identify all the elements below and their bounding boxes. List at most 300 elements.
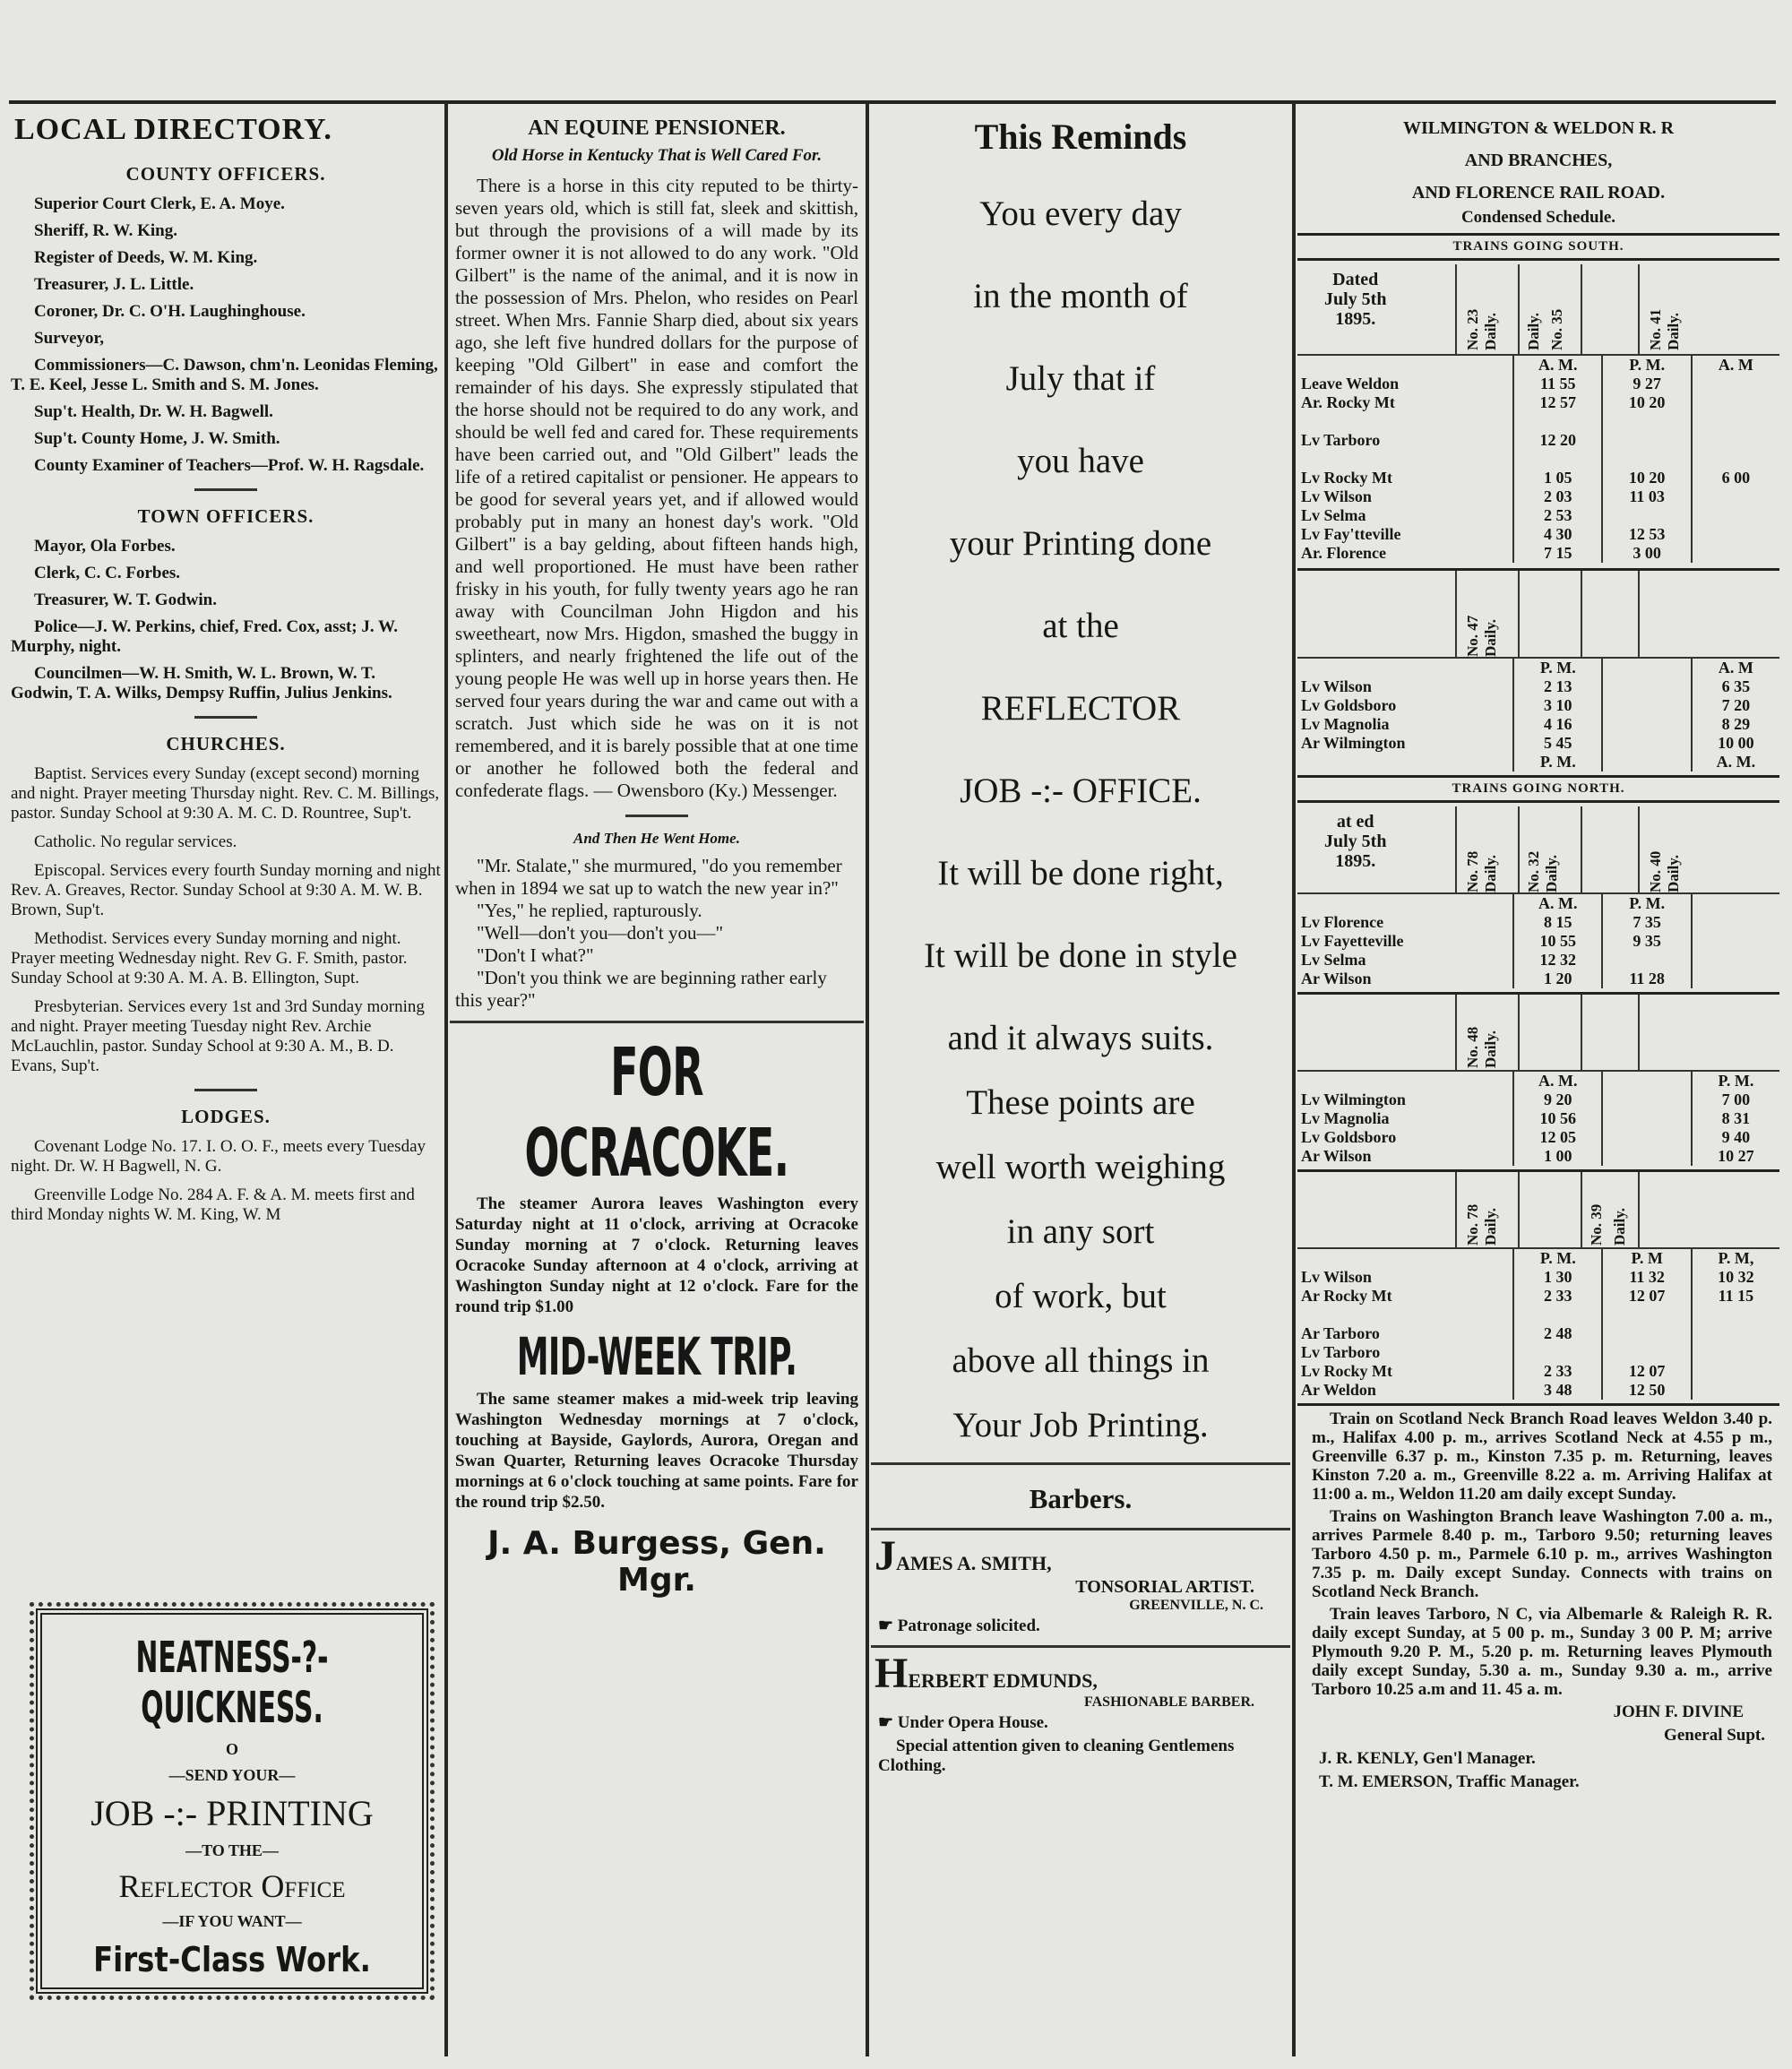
time-cell	[1692, 450, 1779, 469]
time-cell: 10 20	[1602, 393, 1691, 412]
time-cell: 9 40	[1692, 1128, 1779, 1147]
time-cell: 7 20	[1692, 696, 1779, 715]
county-officer: Commissioners—C. Dawson, chm'n. Leonidas Fleming, T. E. Keel, Jesse L. Smith and S. M. Jones.	[11, 356, 438, 394]
header-rule	[1638, 806, 1640, 892]
south-head: No. 23 Daily.	[1464, 308, 1499, 350]
time-cell: 1 00	[1513, 1147, 1602, 1166]
timetable-row	[1297, 1306, 1779, 1324]
station-cell	[1297, 356, 1513, 375]
time-cell: 4 16	[1513, 715, 1602, 734]
time-cell	[1692, 951, 1779, 970]
time-cell: 8 15	[1513, 913, 1602, 932]
station-cell: Ar Tarboro	[1301, 1324, 1380, 1342]
station-cell: Lv Goldsboro	[1301, 1128, 1397, 1146]
barber-edmunds-initial: H	[874, 1650, 909, 1697]
dialog-line: "Don't I what?"	[477, 944, 594, 966]
signature-kenly: J. R. KENLY, Gen'l Manager.	[1319, 1749, 1536, 1768]
time-cell	[1513, 412, 1602, 431]
reminds-line: in any sort	[1006, 1212, 1155, 1251]
station-cell: Ar Wilmington	[1301, 734, 1406, 752]
header-rule	[1518, 571, 1520, 657]
time-cell: 12 57	[1513, 393, 1602, 412]
reminds-line: These points are	[966, 1083, 1195, 1122]
time-cell: P. M.	[1513, 659, 1602, 677]
header-rule	[1518, 264, 1520, 354]
station-cell	[1297, 450, 1513, 469]
time-cell: P. M.	[1602, 894, 1691, 913]
reminds-line: JOB -:- OFFICE.	[960, 772, 1202, 810]
time-cell: 12 53	[1602, 525, 1691, 544]
time-cell: 2 03	[1513, 487, 1602, 506]
time-cell	[1692, 431, 1779, 450]
barber-edmunds-title: FASHIONABLE BARBER.	[1084, 1694, 1254, 1710]
time-cell: 1 30	[1513, 1268, 1602, 1287]
header-rule	[1581, 264, 1582, 354]
header-rule	[1518, 806, 1520, 892]
trains-south-band: TRAINS GOING SOUTH.	[1297, 233, 1779, 261]
station-cell	[1297, 1306, 1513, 1324]
ad-ornament: O	[225, 1740, 238, 1758]
timetable-row	[1297, 412, 1779, 431]
south2-header	[1297, 568, 1779, 659]
barber-smith-place: GREENVILLE, N. C.	[1129, 1598, 1263, 1613]
time-cell: 2 33	[1513, 1362, 1602, 1381]
time-cell	[1602, 696, 1691, 715]
equine-subtitle: Old Horse in Kentucky That is Well Cared For.	[491, 146, 823, 165]
ad-job-printing: JOB -:- PRINTING	[90, 1793, 374, 1833]
timetable-row	[1297, 469, 1779, 487]
time-cell: P. M.	[1602, 356, 1691, 375]
time-cell: 11 15	[1692, 1287, 1779, 1306]
church-entry: Catholic. No regular services.	[34, 832, 237, 851]
timetable-row	[1297, 913, 1779, 932]
timetable-row	[1297, 696, 1779, 715]
barber-smith-rest: AMES A. SMITH,	[896, 1552, 1052, 1574]
time-cell: P. M,	[1692, 1249, 1779, 1268]
railroad-note: Train leaves Tarboro, N C, via Albemarle & Raleigh R. R. daily except Sunday, at 5 00 p. m., Sunday 3 00 P. M; arrive Plymouth 9.20 P. M., 5.20 p. m. Returning leaves Plymouth daily except Sunday, 5.30 a. m., Sunday 9.30 a. m., arrive Tarboro 10.25 a.m and 11. 45 a. m.	[1312, 1605, 1772, 1699]
time-cell: 3 48	[1513, 1381, 1602, 1400]
lodges-title: LODGES.	[181, 1106, 271, 1127]
time-cell	[1602, 753, 1691, 772]
time-cell: 7 00	[1692, 1091, 1779, 1109]
railroad-title-3: AND FLORENCE RAIL ROAD.	[1411, 183, 1666, 203]
time-cell: P. M.	[1513, 753, 1602, 772]
general-manager: J. A. Burgess, Gen. Mgr.	[487, 1525, 826, 1599]
timetable-row	[1297, 1072, 1779, 1091]
ad-send-line: —SEND YOUR—	[168, 1766, 296, 1784]
ocracoke-title: FOR OCRACOKE.	[524, 1034, 789, 1192]
time-cell	[1602, 431, 1691, 450]
station-cell: Lv Tarboro	[1301, 1343, 1381, 1361]
midweek-text: The same steamer makes a mid-week trip leaving Washington Wednesday mornings at 7 o'clock, touching at Bayside, Gaylords, Aurora, Oregan and Swan Quarter, Returning leaves Ocracoke Thursday mornings at 6 o'clock touching at same points. Fare for the round trip $2.50.	[455, 1390, 858, 1512]
station-cell: Lv Rocky Mt	[1301, 1362, 1392, 1380]
churches-title: CHURCHES.	[166, 733, 286, 754]
timetable-row	[1297, 1362, 1779, 1381]
county-officer: Sup't. County Home, J. W. Smith.	[34, 429, 280, 448]
railroad-title-2: AND BRANCHES,	[1464, 151, 1613, 170]
time-cell	[1602, 412, 1691, 431]
timetable-row	[1297, 753, 1779, 772]
station-cell: Lv Florence	[1301, 913, 1384, 931]
timetable-row	[1297, 1324, 1779, 1343]
reminds-line: July that if	[1005, 359, 1156, 398]
station-cell: Ar Rocky Mt	[1301, 1287, 1392, 1305]
station-cell	[1297, 659, 1513, 677]
church-entry: Presbyterian. Services every 1st and 3rd Sunday morning and night. Prayer meeting Tuesday night Rev. Archie McLauchlin, pastor. Sunday School at 9:30 A. M., B. D. Evans, Sup't.	[11, 997, 425, 1075]
timetable-row	[1297, 356, 1779, 375]
barber-smith-name	[874, 1532, 1290, 1580]
timetable-row	[1297, 506, 1779, 525]
town-officers-title: TOWN OFFICERS.	[137, 505, 314, 527]
station-cell: Lv Wilson	[1301, 1268, 1372, 1286]
time-cell	[1513, 1306, 1602, 1324]
went-home-title: And Then He Went Home.	[573, 830, 740, 847]
county-officer: Coroner, Dr. C. O'H. Laughinghouse.	[34, 302, 306, 321]
north3-head: Daily.	[1611, 1207, 1628, 1246]
time-cell	[1692, 525, 1779, 544]
reminds-column	[871, 109, 1290, 2056]
town-officer: Mayor, Ola Forbes.	[34, 537, 176, 556]
station-cell: Lv Tarboro	[1301, 431, 1381, 449]
station-cell: Ar. Florence	[1301, 544, 1386, 562]
station-cell: Lv Selma	[1301, 951, 1366, 969]
north-dated: at ed July 5th 1895.	[1324, 812, 1387, 871]
divider	[625, 815, 688, 817]
lodge-entry: Greenville Lodge No. 284 A. F. & A. M. meets first and third Monday nights W. M. King, W. M	[11, 1185, 415, 1224]
church-entry: Baptist. Services every Sunday (except second) morning and night. Prayer meeting Thursday night. Rev. C. M. Billings, pastor. Sunday School at 9:30 A. M. C. D. Rountree, Sup't.	[11, 764, 440, 823]
north2-timetable	[1297, 1072, 1779, 1166]
time-cell	[1602, 1109, 1691, 1128]
time-cell: 9 35	[1602, 932, 1691, 951]
time-cell	[1602, 677, 1691, 696]
timetable-row	[1297, 951, 1779, 970]
south-timetable	[1297, 356, 1779, 563]
time-cell	[1692, 506, 1779, 525]
time-cell: 1 20	[1513, 970, 1602, 988]
header-rule	[1455, 571, 1457, 657]
timetable-row	[1297, 932, 1779, 951]
divider	[194, 716, 257, 719]
station-cell: Leave Weldon	[1301, 375, 1400, 392]
station-cell	[1297, 1249, 1513, 1268]
time-cell	[1602, 951, 1691, 970]
barber-smith-initial: J	[874, 1532, 896, 1580]
county-officer: Sheriff, R. W. King.	[34, 221, 177, 240]
station-cell: Lv Magnolia	[1301, 1109, 1390, 1127]
north2-header	[1297, 992, 1779, 1072]
railroad-note: Train on Scotland Neck Branch Road leaves Weldon 3.40 p. m., Halifax 4.00 p. m., arrives Scotland Neck at 4.55 p m., Greenville 6.37 p. m., Kinston 7.35 p. m. Returning, leaves Kinston 7.20 a. m., Greenville 8.22 a. m. Arriving Halifax at 11:00 a. m., Weldon 11.20 am daily except Sunday.	[1312, 1410, 1772, 1504]
barber-smith-note	[878, 1616, 1290, 1636]
time-cell: 7 35	[1602, 913, 1691, 932]
time-cell	[1602, 506, 1691, 525]
timetable-row	[1297, 525, 1779, 544]
timetable-row	[1297, 375, 1779, 393]
north2-head: No. 48 Daily.	[1464, 1026, 1499, 1068]
station-cell: Lv Wilson	[1301, 677, 1372, 695]
header-rule	[1638, 995, 1640, 1070]
time-cell	[1692, 1324, 1779, 1343]
time-cell: 11 32	[1602, 1268, 1691, 1287]
north3-header	[1297, 1169, 1779, 1249]
time-cell: 12 07	[1602, 1287, 1691, 1306]
header-rule	[1638, 571, 1640, 657]
barber-smith-title: TONSORIAL ARTIST.	[1075, 1577, 1254, 1597]
time-cell: P. M.	[1692, 1072, 1779, 1091]
timetable-row	[1297, 1249, 1779, 1268]
station-cell: Lv Magnolia	[1301, 715, 1390, 733]
header-rule	[1455, 264, 1457, 354]
time-cell	[1602, 1306, 1691, 1324]
header-rule	[1581, 571, 1582, 657]
time-cell: 1 05	[1513, 469, 1602, 487]
header-rule	[1455, 806, 1457, 892]
barber-edmunds-note-text: Under Opera House.	[897, 1713, 1048, 1732]
railroad-notes	[1297, 1403, 1779, 1699]
county-officer: Sup't. Health, Dr. W. H. Bagwell.	[34, 402, 273, 421]
articles-column	[450, 109, 864, 2056]
station-cell: Lv Selma	[1301, 506, 1366, 524]
time-cell	[1692, 970, 1779, 988]
timetable-row	[1297, 1343, 1779, 1362]
time-cell: 12 50	[1602, 1381, 1691, 1400]
time-cell	[1602, 1343, 1691, 1362]
barber-edmunds-name	[874, 1650, 1290, 1697]
barber-edmunds-rest: ERBERT EDMUNDS,	[908, 1669, 1098, 1692]
county-officer: Superior Court Clerk, E. A. Moye.	[34, 194, 285, 213]
south-header	[1297, 264, 1779, 356]
timetable-row	[1297, 970, 1779, 988]
north3-head: No. 78 Daily.	[1464, 1203, 1499, 1246]
station-cell: Ar Weldon	[1301, 1381, 1376, 1399]
time-cell	[1692, 1306, 1779, 1324]
dialog-line: "Yes," he replied, rapturously.	[477, 900, 702, 921]
time-cell: 2 48	[1513, 1324, 1602, 1343]
signature-divine: JOHN F. DIVINE	[1613, 1703, 1744, 1721]
south2-timetable	[1297, 659, 1779, 772]
time-cell: A. M.	[1513, 356, 1602, 375]
time-cell	[1692, 1381, 1779, 1400]
railroad-note: Trains on Washington Branch leave Washington 7.00 a. m., arrives Parmele 8.40 p. m., Tarboro 9.50; returning leaves Tarboro 4.50 p. m., Parmele 6.10 p. m., arrives Washington 7.35 p. m. Daily except Sunday. Connects with trains on Scotland Neck Branch.	[1312, 1507, 1772, 1601]
station-cell: Lv Goldsboro	[1301, 696, 1397, 714]
time-cell: 10 20	[1602, 469, 1691, 487]
south-dated: Dated July 5th 1895.	[1324, 270, 1387, 329]
town-officer: Police—J. W. Perkins, chief, Fred. Cox, asst; J. W. Murphy, night.	[11, 617, 399, 656]
north-header	[1297, 806, 1779, 894]
time-cell: 9 20	[1513, 1091, 1602, 1109]
dialog-line: "Well—don't you—don't you—"	[477, 922, 724, 944]
time-cell	[1602, 715, 1691, 734]
time-cell: 10 56	[1513, 1109, 1602, 1128]
ad-if-line: —IF YOU WANT—	[162, 1912, 302, 1930]
reminds-line: It will be done in style	[924, 936, 1237, 975]
time-cell	[1602, 1091, 1691, 1109]
north3-head: No. 39	[1588, 1203, 1605, 1246]
station-cell: Ar Wilson	[1301, 970, 1372, 987]
header-rule	[1638, 264, 1640, 354]
county-officer: Treasurer, J. L. Little.	[34, 275, 194, 294]
time-cell: 6 00	[1692, 469, 1779, 487]
reminds-line: of work, but	[995, 1277, 1167, 1315]
south-head: No. 35	[1548, 308, 1565, 350]
divider	[871, 1528, 1290, 1530]
time-cell	[1692, 544, 1779, 563]
station-cell: Ar. Rocky Mt	[1301, 393, 1395, 411]
time-cell: 12 32	[1513, 951, 1602, 970]
time-cell: P. M.	[1513, 1249, 1602, 1268]
station-cell	[1297, 412, 1513, 431]
time-cell	[1692, 932, 1779, 951]
county-officer: Register of Deeds, W. M. King.	[34, 248, 258, 267]
time-cell	[1602, 659, 1691, 677]
time-cell: 9 27	[1602, 375, 1691, 393]
reminds-line: in the month of	[973, 277, 1188, 315]
timetable-row	[1297, 715, 1779, 734]
equine-title: AN EQUINE PENSIONER.	[528, 116, 786, 140]
lodge-entry: Covenant Lodge No. 17. I. O. O. F., meets every Tuesday night. Dr. W. H Bagwell, N. G.	[11, 1137, 426, 1176]
pointing-hand-icon: ☛	[878, 1713, 898, 1732]
station-cell: Lv Wilmington	[1301, 1091, 1406, 1108]
barber-smith-note-text: Patronage solicited.	[897, 1616, 1040, 1635]
header-rule	[1455, 995, 1457, 1070]
ad-first-class: First-Class Work.	[93, 1940, 371, 1979]
header-rule	[1581, 806, 1582, 892]
timetable-row	[1297, 431, 1779, 450]
county-officer: County Examiner of Teachers—Prof. W. H. Ragsdale.	[34, 456, 425, 475]
time-cell	[1602, 1128, 1691, 1147]
time-cell: 12 07	[1602, 1362, 1691, 1381]
time-cell: 10 00	[1692, 734, 1779, 753]
timetable-row	[1297, 393, 1779, 412]
time-cell: A. M	[1692, 356, 1779, 375]
column-rule-2	[866, 103, 869, 2056]
time-cell: 12 20	[1513, 431, 1602, 450]
divider	[871, 1645, 1290, 1648]
reminds-line: and it always suits.	[947, 1019, 1214, 1057]
dialog-line: "Don't you think we are beginning rather early this year?"	[455, 967, 827, 1011]
town-officer: Clerk, C. C. Forbes.	[34, 564, 181, 582]
pointing-hand-icon: ☛	[878, 1616, 898, 1635]
south-head: Daily.	[1525, 312, 1542, 350]
timetable-row	[1297, 1128, 1779, 1147]
north-head: No. 40 Daily.	[1647, 850, 1682, 892]
north-head: No. 78 Daily.	[1464, 850, 1499, 892]
north-timetable	[1297, 894, 1779, 988]
town-officer: Treasurer, W. T. Godwin.	[34, 591, 217, 609]
railroad-title-1: WILMINGTON & WELDON R. R	[1402, 118, 1675, 138]
time-cell: A. M	[1692, 659, 1779, 677]
time-cell	[1692, 393, 1779, 412]
south-head: No. 41 Daily.	[1647, 308, 1682, 350]
station-cell: Ar Wilson	[1301, 1147, 1372, 1165]
station-cell: Lv Fayetteville	[1301, 932, 1404, 950]
job-printing-ad	[36, 1608, 428, 1994]
divider	[194, 1089, 257, 1091]
divider	[871, 1462, 1290, 1465]
neatness-title: NEATNESS-?-QUICKNESS.	[135, 1633, 329, 1733]
time-cell: 6 35	[1692, 677, 1779, 696]
time-cell: 2 33	[1513, 1287, 1602, 1306]
county-officers-title: COUNTY OFFICERS.	[125, 163, 326, 185]
town-officer: Councilmen—W. H. Smith, W. L. Brown, W. T. Godwin, T. A. Wilks, Dempsy Ruffin, Julius Jenkins.	[11, 664, 392, 703]
timetable-row	[1297, 1109, 1779, 1128]
barber-edmunds-special: Special attention given to cleaning Gentlemens Clothing.	[878, 1737, 1235, 1775]
reminds-line: at the	[1042, 607, 1119, 645]
trains-north-band: TRAINS GOING NORTH.	[1297, 775, 1779, 803]
time-cell: A. M.	[1513, 1072, 1602, 1091]
header-rule	[1638, 1172, 1640, 1247]
south2-head: No. 47 Daily.	[1464, 615, 1499, 657]
time-cell: 10 55	[1513, 932, 1602, 951]
north3-timetable	[1297, 1249, 1779, 1400]
time-cell	[1692, 487, 1779, 506]
timetable-row	[1297, 734, 1779, 753]
barbers-title: Barbers.	[1029, 1483, 1133, 1514]
condensed-schedule: Condensed Schedule.	[1460, 208, 1616, 227]
timetable-row	[1297, 450, 1779, 469]
time-cell: 5 45	[1513, 734, 1602, 753]
header-rule	[1455, 1172, 1457, 1247]
time-cell	[1513, 450, 1602, 469]
time-cell	[1602, 1072, 1691, 1091]
time-cell	[1602, 734, 1691, 753]
time-cell	[1692, 375, 1779, 393]
barber-edmunds-note	[878, 1712, 1290, 1733]
equine-body: There is a horse in this city reputed to be thirty-seven years old, which is still fat, sleek and skittish, but through the provisions of a will made by its former owner it is not allowed to do any work. "Old Gilbert" is the name of the animal, and it is now in the possession of Mrs. Phelon, who resides on Pearl street. When Mrs. Fannie Sharp died, about six years ago, she left five hundred dollars for the purpose of keeping "Old Gilbert" in ease and comfort the remainder of his days. She expressly stipulated that the horse should not be required to do any work, and should be well fed and cared for. These requirements have been carried out, and "Old Gilbert" leads the life of a retired capitalist or pensioner. He appears to be good for several years yet, and if allowed would probably put in many an honest day's work. "Old Gilbert" is a bay gelding, about fifteen hands high, and well proportioned. He must have been rather frisky in his youth, for fully twenty years ago he ran away with Councilman John Higdon and his sweetheart, now Mrs. Higdon, smashed the buggy in splinters, and nearly frightened the life out of the young people He was well up in horse years then. He served four years during the war and came out with a scratch. Just which side he was on it is not remembered, and it is barely possible that at one time or another he followed both the federal and confederate flags. — Owensboro (Ky.) Messenger.	[455, 175, 858, 801]
timetable-row	[1297, 1268, 1779, 1287]
timetable-row	[1297, 677, 1779, 696]
ad-to-line: —TO THE—	[185, 1841, 279, 1859]
reminds-line: You every day	[979, 194, 1182, 233]
time-cell: 11 28	[1602, 970, 1691, 988]
church-entry: Episcopal. Services every fourth Sunday morning and night Rev. A. Greaves, Rector. Sunday School at 9:30 A. M. W. B. Brown, Sup't.	[11, 861, 441, 919]
divider	[450, 1021, 864, 1023]
station-cell: Lv Rocky Mt	[1301, 469, 1392, 487]
midweek-title: MID-WEEK TRIP.	[516, 1326, 797, 1387]
header-rule	[1581, 995, 1582, 1070]
signature-divine-title: General Supt.	[1664, 1726, 1765, 1745]
column-rule-3	[1292, 103, 1296, 2056]
ocracoke-text: The steamer Aurora leaves Washington every Saturday night at 11 o'clock, arriving at Ocracoke Sunday morning at 7 o'clock. Returning leaves Ocracoke Sunday afternoon at 4 o'clock, arriving at Washington Sunday night at 12 o'clock. Fare for the round trip $1.00	[455, 1194, 858, 1316]
timetable-row	[1297, 544, 1779, 563]
station-cell	[1297, 1072, 1513, 1091]
time-cell	[1692, 412, 1779, 431]
north-head: No. 32 Daily.	[1525, 850, 1560, 892]
time-cell: 12 05	[1513, 1128, 1602, 1147]
header-rule	[1518, 1172, 1520, 1247]
directory-title: LOCAL DIRECTORY.	[14, 113, 332, 146]
time-cell: 7 15	[1513, 544, 1602, 563]
time-cell: A. M.	[1513, 894, 1602, 913]
time-cell: 4 30	[1513, 525, 1602, 544]
timetable-row	[1297, 487, 1779, 506]
time-cell	[1692, 1362, 1779, 1381]
reminds-line: above all things in	[952, 1341, 1210, 1380]
county-officer: Surveyor,	[34, 329, 104, 348]
reminds-title: This Reminds	[974, 116, 1187, 157]
reminds-line: you have	[1017, 442, 1144, 480]
time-cell: 11 55	[1513, 375, 1602, 393]
timetable-row	[1297, 1287, 1779, 1306]
top-rule	[9, 100, 1776, 104]
time-cell: 3 00	[1602, 544, 1691, 563]
time-cell: 11 03	[1602, 487, 1691, 506]
station-cell	[1297, 894, 1513, 913]
reminds-line: REFLECTOR	[980, 689, 1181, 728]
station-cell	[1297, 753, 1513, 772]
time-cell: 10 32	[1692, 1268, 1779, 1287]
time-cell	[1692, 913, 1779, 932]
header-rule	[1581, 1172, 1582, 1247]
